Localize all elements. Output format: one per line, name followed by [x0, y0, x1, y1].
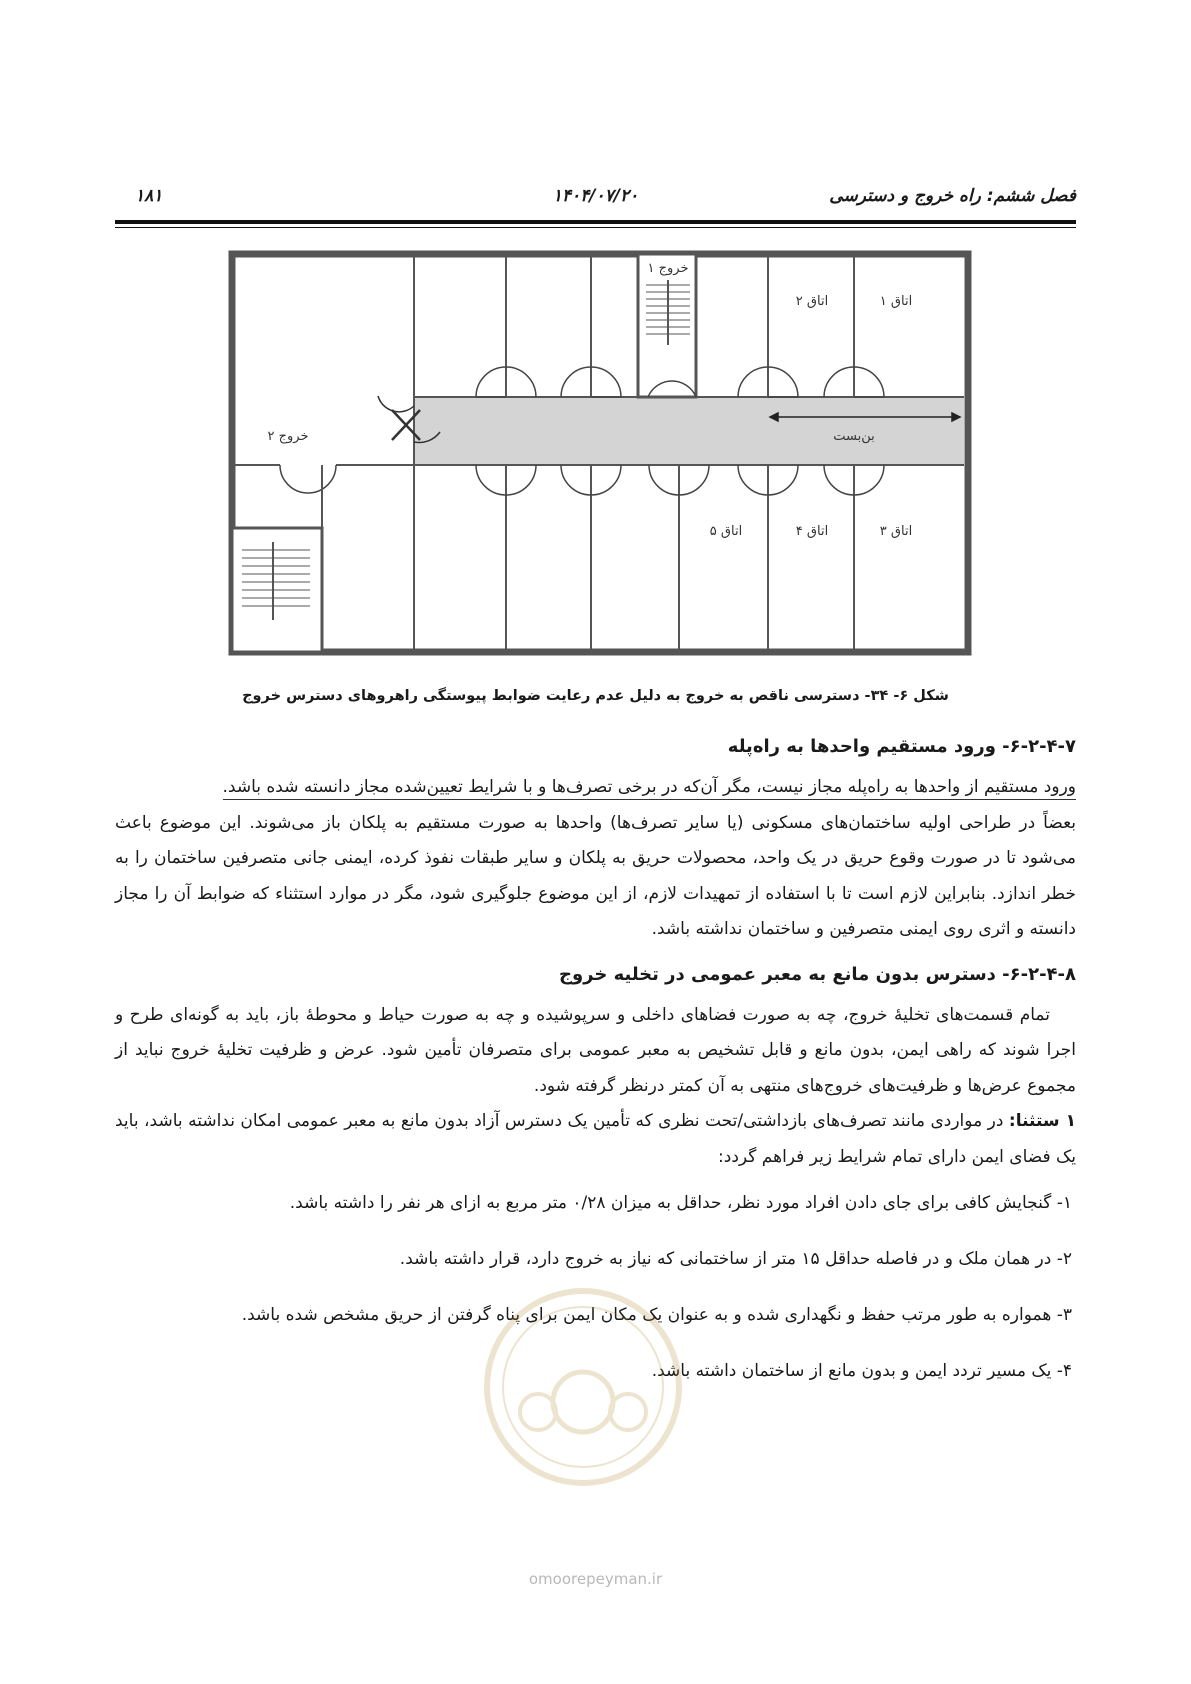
room2-label: اتاق ۲ — [795, 294, 829, 309]
header-rule-thin — [115, 227, 1076, 228]
list-item: ۲- در همان ملک و در فاصله حداقل ۱۵ متر از ساختمانی که نیاز به خروج دارد، قرار داشته باشد. — [399, 1249, 1072, 1269]
chapter-title: فصل ششم: راه خروج و دسترسی — [829, 186, 1076, 206]
section1-intro — [115, 770, 1076, 806]
section-heading-2: ۶-۲-۴-۸- دسترس بدون مانع به معبر عمومی در تخلیه خروج — [558, 963, 1076, 985]
watermark-seal — [478, 1282, 688, 1492]
exception-label: ۱ ستثنا: — [1008, 1111, 1077, 1131]
room3-label: اتاق ۳ — [879, 524, 913, 539]
header-date: ۱۴۰۴/۰۷/۲۰ — [552, 186, 639, 206]
exception-paragraph — [115, 1104, 1076, 1175]
list-item: ۴- یک مسیر تردد ایمن و بدون مانع از ساختمان داشته باشد. — [651, 1361, 1072, 1381]
exit1-label: خروج ۱ — [647, 261, 689, 276]
page-number: ۱۸۱ — [135, 186, 163, 206]
list-item: ۳- همواره به طور مرتب حفظ و نگهداری شده و به عنوان یک مکان ایمن برای پناه گرفتن از حریق مشخص شده باشد. — [241, 1305, 1072, 1325]
dead-end-label: بن‌بست — [833, 429, 875, 444]
site-watermark: omoorepeyman.ir — [528, 1570, 663, 1588]
section1-intro-text: ورود مستقیم از واحدها به راه‌پله مجاز نیست، مگر آن‌که در برخی تصرف‌ها و با شرایط تعیین‌شده مجاز دانسته شده باشد. — [223, 777, 1076, 800]
section2-body: تمام قسمت‌های تخلیهٔ خروج، چه به صورت فضاهای داخلی و سرپوشیده و چه به صورت حیاط و محوطهٔ باز، باید به گونه‌ای طرح و اجرا شوند که راهی ایمن، بدون مانع و قابل تشخیص به معبر عمومی برای متصرفان تأمین شود. عرض و ظرفیت تخلیهٔ خروج نباید از مجموع عرض‌ها و ظرفیت‌های خروج‌های منتهی به آن کمتر درنظر گرفته شود. — [115, 1004, 1076, 1096]
exception-text: در مواردی مانند تصرف‌های بازداشتی/تحت نظری که تأمین یک دسترس آزاد بدون مانع به معبر عمومی امکان نداشته باشد، باید یک فضای ایمن دارای تمام شرایط زیر فراهم گردد: — [115, 1111, 1076, 1167]
list-item: ۱- گنجایش کافی برای جای دادن افراد مورد نظر، حداقل به میزان ۰/۲۸ متر مربع به ازای هر نفر را داشته باشد. — [289, 1193, 1072, 1213]
page-header — [115, 186, 1076, 212]
room1-label: اتاق ۱ — [879, 294, 913, 309]
corridor — [414, 397, 964, 465]
stair-exit-2 — [232, 465, 336, 652]
floor-plan-figure — [228, 250, 972, 656]
exit2-label: خروج ۲ — [267, 429, 309, 444]
section-heading-1: ۶-۲-۴-۷- ورود مستقیم واحدها به راه‌پله — [727, 736, 1076, 757]
room4-label: اتاق ۴ — [795, 524, 829, 539]
room5-label: اتاق ۵ — [709, 524, 743, 539]
section1-body: بعضاً در طراحی اولیه ساختمان‌های مسکونی (یا سایر تصرف‌ها) واحدها به صورت مستقیم به پلکان باز می‌شوند. این موضوع باعث می‌شود تا در صورت وقوع حریق در یک واحد، محصولات حریق به پلکان و سایر طبقات نفوذ کرده، ایمنی جانی متصرفین ساختمان را به خطر اندازد. بنابراین لازم است تا با استفاده از تمهیدات لازم، از این موضوع جلوگیری شود، مگر در موارد استثناء که ضوابط آن را مجاز دانسته و اثری روی ایمنی متصرفین و ساختمان نداشته باشد. — [115, 812, 1076, 939]
figure-caption: شکل ۶- ۳۴- دسترسی ناقص به خروج به دلیل عدم رعایت ضوابط پیوستگی راهروهای دسترس خروج — [242, 688, 949, 704]
header-rule — [115, 220, 1076, 224]
